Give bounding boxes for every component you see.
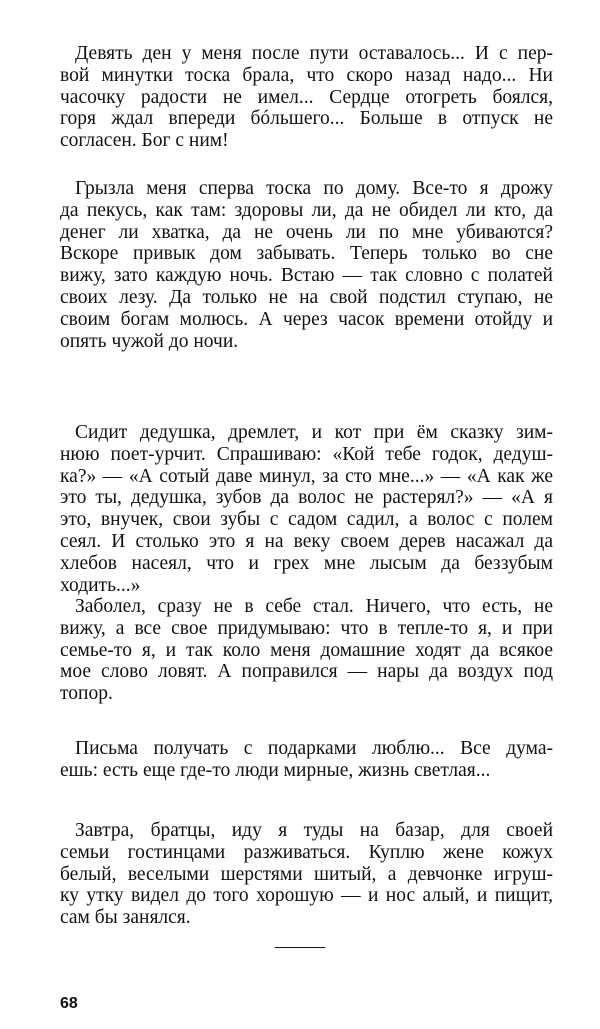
text-line: сам бы занялся. [60,907,191,929]
text-line: Вскоре привык дом забывать. Теперь только во сне [60,243,553,265]
text-line: мое слово ловят. А поправился — нары да воздух под [60,661,553,683]
text-line: опять чужой до ночи. [60,330,239,352]
text-line: это, внучек, свои зубы с садом садил, а волос с полем [60,509,553,531]
paragraph-3 [60,422,553,596]
text-line: топор. [60,683,113,705]
text-line: своим богам молюсь. А через часок времени отойду и [60,308,553,330]
text-line: ешь: есть еще где-то люди мирные, жизнь светлая... [60,759,491,781]
text-line: часочку радости не имел... Сердце отогреть боялся, [60,86,553,108]
text-line: семьи гостинцами разживаться. Куплю жене кожух [60,841,553,863]
text-line: ходить...» [60,574,141,596]
section-end-rule [275,947,325,948]
text-line: согласен. Бог с ним! [60,130,229,152]
text-line: Заболел, сразу не в себе стал. Ничего, что есть, не [75,596,553,617]
page-number: 68 [60,995,78,1012]
text-line: горя ждал впереди бóльшего... Больше в отпуск не [60,108,553,130]
paragraph-1 [60,43,553,152]
text-line: да пекусь, как там: здоровы ли, да не обидел ли кто, да [60,199,553,221]
text-line: Девять ден у меня после пути оставалось... И с пер- [75,43,553,64]
paragraph-2 [60,178,553,352]
text-line: вой минутки тоска брала, что скоро назад надо... Ни [60,64,553,86]
text-line: Грызла меня сперва тоска по дому. Все-то я дрожу [75,178,553,199]
text-line: ку утку видел до того хорошую — и нос алый, и пищит, [60,885,553,907]
paragraph-5 [60,738,553,782]
text-line: сеял. И столько это я на веку своем дерев насажал да [60,530,553,552]
text-line: ка?» — «А сотый даве минул, за сто мне...» — «А как же [60,465,553,487]
paragraph-6 [60,820,553,929]
text-line: нюю поет-урчит. Спрашиваю: «Кой тебе годок, дедуш- [60,443,553,465]
paragraph-4 [60,596,553,705]
text-line: семье-то я, и так коло меня домашние ходят да всякое [60,639,553,661]
text-line: своих лезу. Да только не на свой подстил ступаю, не [60,286,553,308]
text-line: хлебов насеял, что и грех мне лысым да беззубым [60,552,553,574]
text-line: вижу, а все свое придумываю: что в тепле-то я, и при [60,617,553,639]
text-line: вижу, зато каждую ночь. Встаю — так словно с полатей [60,265,553,287]
text-line: Письма получать с подарками люблю... Все дума- [75,738,553,759]
text-line: это ты, дедушка, зубов да волос не растерял?» — «А я [60,487,553,509]
text-line: денег ли хватка, да не очень ли по мне убиваются? [60,221,553,243]
text-line: Завтра, братцы, иду я туды на базар, для своей [75,820,553,841]
text-line: Сидит дедушка, дремлет, и кот при ём сказку зим- [75,422,553,443]
text-line: белый, веселыми шерстями шитый, а девчонке игруш- [60,863,553,885]
